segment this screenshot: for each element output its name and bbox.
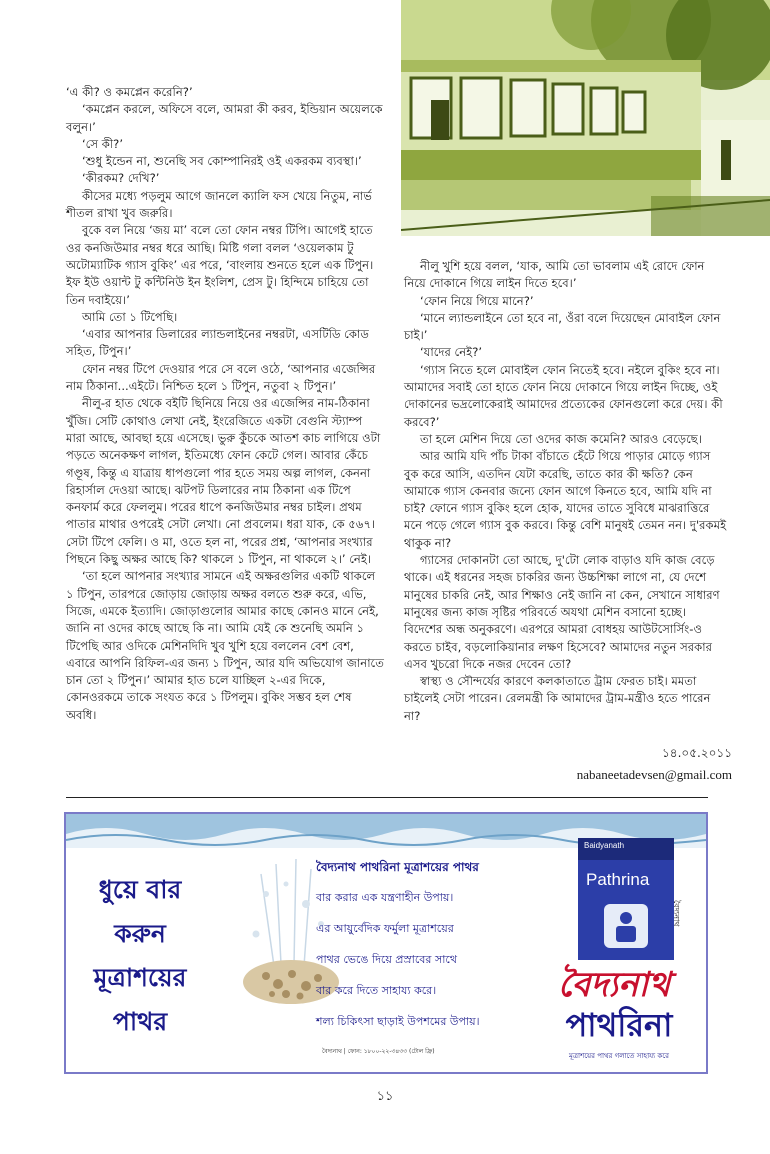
headline-line: মূত্রাশয়ের [93, 963, 187, 992]
paragraph: ‘কীরকম? দেখি?’ [82, 171, 160, 186]
article-date: ১৪.০৫.২০১১ [662, 746, 732, 760]
brand-name-red: বৈদ্যনাথ [557, 965, 671, 1005]
ad-copy-line: শল্য চিকিৎসা ছাড়াই উপশমের উপায়। [316, 1015, 480, 1028]
headline-line: পাথর [112, 1007, 168, 1036]
paragraph: ‘এ কী? ও কমপ্লেন করেনি?’ [66, 85, 193, 99]
paragraph: ‘গ্যাস নিতে হলে মোবাইল ফোন নিতেই হবে। নইলে বুকিং হবে না। আমাদের সবাই তো হাতে ফোন নিয়ে দোকানে গিয়ে লাইন দিচ্ছে, ওই দোকানের ভদ্রলোকেরাই আমাদের প্রত্যেকের ফোনগুলো করে দেয়। কী করবে?’ [404, 362, 723, 429]
ad-copy-line: এর আয়ুর্বেদিক ফর্মুলা মূত্রাশয়ের [316, 922, 454, 935]
product-name-blue: পাথরিনা [565, 1006, 673, 1044]
paragraph: ‘এবার আপনার ডিলারের ল্যান্ডলাইনের নম্বরটা, এসটিডি কোড সহিত, টিপুন।’ [66, 327, 369, 359]
ad-tagline: মূত্রাশয়ের পাথর গলাতে সাহায্য করে [569, 1052, 669, 1060]
divider [66, 797, 708, 798]
pathrina-advertisement[interactable] [64, 812, 708, 1074]
paragraph: তা হলে মেশিন দিয়ে তো ওদের কাজ কমেনি? আরও বেড়েছে। [420, 431, 702, 446]
ad-headline [80, 868, 200, 1044]
paragraph: বুকে বল নিয়ে ‘জয় মা’ বলে তো ফোন নম্বর টিপি। আগেই হাতে ওর কনজিউমার নম্বর ধরে আছি। মিষ্টি গলা বলল ‘ওয়েলকাম টু অটোম্যাটিক গ্যাস বুকিং’ এর পরে, ‘বাংলায় শুনতে হলে এক টিপুন। ইফ ইউ ওয়ান্ট টু কন্টিনিউ ইন ইংলিশ, প্রেস টু। হিন্দিমে চাহিয়ে তো তিন দবাইয়ে।’ [66, 223, 374, 307]
ad-contact: বৈদ্যনাথ | ফোন: ১৮০০-২২-৩৪৩৩ (টোল ফ্রি) [322, 1048, 435, 1055]
signature-block [577, 742, 732, 786]
paragraph: ‘সে কী?’ [82, 136, 124, 151]
paragraph: নীলু-র হাত থেকে বইটি ছিনিয়ে নিয়ে ওর এজেন্সির নাম-ঠিকানা খুঁজি। সেটি কোথাও লেখা নেই, ইংরেজিতে একটা বেগুনি স্ট্যাম্প মারা আছে, আবছা হয়ে এসেছে। ভুরু কুঁচকে আতশ কাচ লাগিয়ে ওটা পড়তে অনেকক্ষণ লাগল, ইতিমধ্যে ফোন কেটে গেল। আবার কেঁচে গণ্ডূষ, কিন্তু এ যাত্রায় ধাপগুলো পার হতে সময় অল্প লাগল, কেননা রিহার্সাল দেওয়া আছে। ঝটপট ডিলারের নাম ঠিকানা এক টিপে কনফার্ম করে ফেললুম। পরের ধাপে কনজিউমার নম্বর চাইল। প্রথম পাতার মাথার ওপরেই সেটা লেখা। নো প্রবলেম। ধরা যাক, কে ৫৬৭। সেটা টিপে ফেলি। ও মা, ওতে হল না, পরের প্রশ্ন, ‘আপনার সংখ্যার পিছনে কিছু অক্ষর আছে কি? থাকলে ১ টিপুন, না থাকলে ২।’ নেই। [66, 396, 381, 567]
article-right-column [404, 258, 728, 725]
paragraph: ‘যাদের নেই?’ [420, 345, 483, 360]
box-product-name: Pathrina [586, 870, 650, 889]
paragraph: স্বাস্থ্য ও সৌন্দর্যের কারণে কলকাতাতে ট্রাম ফেরত চাই। মমতা চাইলেই সেটা পারেন। রেলমন্ত্রী কি আমাদের ট্রাম-মন্ত্রীও হতে পারেন না? [404, 674, 711, 723]
paragraph: আর আমি যদি পাঁচ টাকা বাঁচাতে হেঁটে গিয়ে পাড়ার মোড়ে গ্যাস বুক করে আসি, এতদিন যেটা করেছি, তাতে কার কী ক্ষতি? কেন আমাকে গ্যাস কেনবার জন্যে ফোন আগে কিনতে হবে, আমি যদি না চাই? ফোনে গ্যাস বুকিং হলে হোক, যাদের তাতে সুবিধে মাঝরাত্তিরে মনে পড়ে গেলে গ্যাস বুক করবে। কিন্তু বেশি মানুষই তেমন নন। দু'রকমই থাকুক না? [404, 449, 727, 550]
ad-copy-line: বার করার এক যন্ত্রণাহীন উপায়। [316, 891, 454, 904]
paragraph: নীলু খুশি হয়ে বলল, ‘যাক, আমি তো ভাবলাম এই রোদে ফোন নিয়ে দোকানে গিয়ে লাইন দিতে হবে।’ [404, 259, 705, 291]
ad-side-text: বৈদ্যনাথ [672, 900, 681, 927]
tram-photo [401, 0, 770, 236]
article-left-column [66, 84, 384, 724]
box-brand: Baidyanath [584, 841, 625, 850]
headline-line: ধুয়ে বার [98, 875, 182, 904]
ad-copy-line: বার করে দিতে সাহায্য করে। [316, 984, 437, 997]
page-number: ১১ [376, 1089, 394, 1104]
paragraph: ‘তা হলে আপনার সংখ্যার সামনে এই অক্ষরগুলির একটি থাকলে ১ টিপুন, তারপরে জোড়ায় জোড়ায় অক্ষর বলতে শুরু করে, এভি, সিজে, এমকে ইত্যাদি। জোড়াগুলোর আমার কাছে কোনও মানে নেই, জানি না ওদের কাছে আছে কি না। আমি যেই কে শুনেছি অমনি ১ টিপেছি আর ওদিকে মেশিনদিদি খুব খুশি হয়ে বললেন বেশ বেশ, এবারে আপনি রিফিল-এর জন্য ১ টিপুন, আর যদি অভিযোগ জানাতে চান তো ২ টিপুন।’ আমার হাত চলে যাচ্ছিল ২-এর দিকে, কোনওরকমে তাকে সংযত করে ১ টিপলুম। বুকিং সম্ভব হল শেষ অবধি। [66, 569, 384, 722]
paragraph: কীসের মধ্যে পড়লুম আগে জানলে ক্যালি ফস খেয়ে নিতুম, নার্ভ শীতল রাখা খুব জরুরি। [66, 188, 372, 221]
paragraph: ‘কমপ্লেন করলে, অফিসে বলে, আমরা কী করব, ইন্ডিয়ান অয়েলকে বলুন।’ [66, 102, 383, 134]
product-box-art [574, 834, 678, 964]
paragraph: গ্যাসের দোকানটা তো আছে, দু'টো লোক বাড়াও যদি কাজ বেড়ে থাকে। এই ধরনের সহজ চাকরির জন্য উচ্চশিক্ষা লাগে না, যে দেশে মানুষের চাকরি নেই, আর শিক্ষাও নেই জানি না কেন, সেখানে সাধারণ মানুষের জন্য কাজ সৃষ্টির পরিবর্তে অযথা মেশিন বসানো হচ্ছে। বিদেশের অন্ধ অনুকরণে। এরপরে আমরা বোধহয় আউটসোর্সিং-ও করতে চাইব, বড়লোকিয়ানার লক্ষণ হিসেবে? আমাদের নতুন সরকার এসব খুচরো দিকে নজর দেবেন তো? [404, 553, 720, 671]
ad-copy-line: পাথর ভেঙে দিয়ে প্রস্রাবের সাথে [316, 953, 457, 966]
paragraph: ‘মানে ল্যান্ডলাইনে তো হবে না, ওঁরা বলে দিয়েছেন মোবাইল ফোন চাই।’ [404, 310, 721, 343]
product-box [574, 834, 678, 964]
paragraph: ফোন নম্বর টিপে দেওয়ার পরে সে বলে ওঠে, ‘আপনার এজেন্সির নাম ঠিকানা...এইটে। নিশ্চিত হলে ১ টিপুন, নতুবা ২ টিপুন।’ [66, 361, 376, 394]
paragraph: ‘শুধু ইন্ডেন না, শুনেছি সব কোম্পানিরই ওই একরকম ব্যবস্থা।’ [82, 154, 362, 169]
paragraph: আমি তো ১ টিপেছি। [82, 309, 178, 324]
paragraph: ‘ফোন নিয়ে গিয়ে মানে?’ [420, 293, 534, 308]
tram-photo-art [401, 0, 770, 236]
author-email[interactable]: nabaneetadevsen@gmail.com [576, 767, 732, 782]
headline-line: করুন [114, 919, 166, 948]
ad-copy-line: বৈদ্যনাথ পাথরিনা মূত্রাশয়ের পাথর [316, 860, 479, 874]
